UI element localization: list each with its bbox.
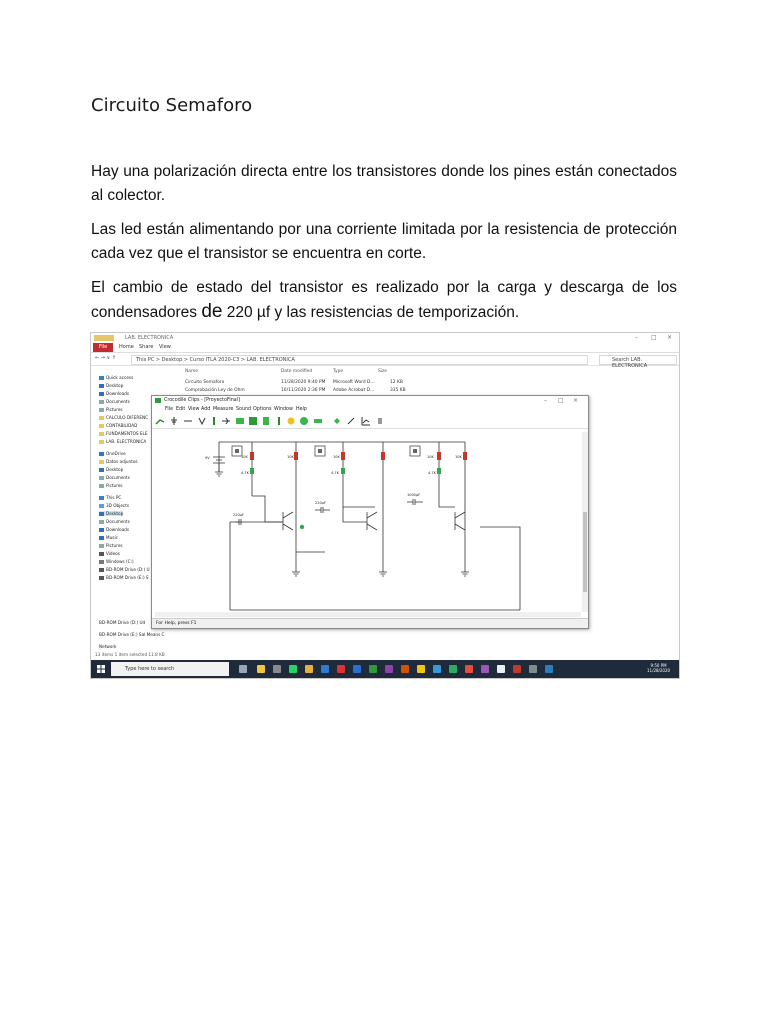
chip-icon[interactable] xyxy=(235,416,245,426)
explorer-ribbon xyxy=(91,343,679,353)
logic-icon[interactable] xyxy=(313,416,323,426)
capacitor-icon[interactable] xyxy=(209,416,219,426)
nav-item[interactable]: Downloads xyxy=(99,527,129,532)
paragraph-2: Las led están alimentando por una corriente limitada por la resistencia de protección cada vez que el transistor se encuentra en corte. xyxy=(91,221,677,262)
menu-window[interactable]: Window xyxy=(274,407,293,412)
nav-item[interactable]: Windows (C:) xyxy=(99,559,134,564)
menu-help[interactable]: Help xyxy=(296,407,307,412)
maximize-icon[interactable]: □ xyxy=(558,397,564,404)
meter-icon[interactable] xyxy=(261,416,271,426)
lamp-icon[interactable] xyxy=(286,416,296,426)
column-header-type[interactable]: Type xyxy=(333,369,344,374)
nav-item[interactable]: Documents xyxy=(99,475,130,480)
gear-icon[interactable] xyxy=(299,416,309,426)
component-toolbar xyxy=(152,414,588,429)
led-resistor-label: 4.7K xyxy=(428,471,436,475)
nav-item[interactable]: Downloads xyxy=(99,391,129,396)
app-icon[interactable] xyxy=(465,665,473,673)
explorer-status-bar: 13 items 1 item selected 11.8 KB xyxy=(95,652,165,657)
paragraph-3-text-a: El cambio de estado del transistor es realizado por la carga y descarga de los condensadores xyxy=(91,279,677,321)
visual-studio-icon[interactable] xyxy=(481,665,489,673)
app-icon[interactable] xyxy=(545,665,553,673)
switch-icon[interactable] xyxy=(274,416,284,426)
close-icon[interactable]: × xyxy=(573,397,579,404)
menu-bar xyxy=(152,405,588,414)
column-header-date[interactable]: Date modified xyxy=(281,369,313,374)
menu-add[interactable]: Add xyxy=(201,407,211,412)
menu-view[interactable]: View xyxy=(188,407,200,412)
nav-item[interactable]: Documents xyxy=(99,399,130,404)
minimize-icon[interactable]: – xyxy=(635,334,638,341)
app-icon xyxy=(155,398,161,403)
minimize-icon[interactable]: – xyxy=(544,397,547,404)
menu-edit[interactable]: Edit xyxy=(176,407,186,412)
paragraph-3 xyxy=(91,276,677,325)
horizontal-scrollbar[interactable] xyxy=(155,612,581,617)
circuit-window xyxy=(151,395,589,629)
taskbar-search-input[interactable]: Type here to search xyxy=(111,662,229,676)
vertical-scrollbar[interactable] xyxy=(582,432,588,612)
nav-item[interactable]: Desktop xyxy=(99,383,123,388)
menu-measure[interactable]: Measure xyxy=(213,407,234,412)
nav-item[interactable]: LAB. ELECTRONICA xyxy=(99,439,146,444)
word-icon[interactable] xyxy=(353,665,361,673)
nav-item[interactable]: Pictures xyxy=(99,543,123,548)
store-icon[interactable] xyxy=(273,665,281,673)
nav-item[interactable]: Desktop xyxy=(99,511,123,516)
resistor-label: 10K xyxy=(333,455,340,459)
search-input[interactable] xyxy=(599,355,677,369)
file-explorer-icon[interactable] xyxy=(257,665,265,673)
sticky-notes-icon[interactable] xyxy=(417,665,425,673)
menu-file[interactable]: File xyxy=(165,407,174,412)
resistor-icon[interactable] xyxy=(197,416,207,426)
nav-item[interactable]: BD-ROM Drive (D:) Ud xyxy=(99,620,146,625)
explorer-title: LAB. ELECTRONICA xyxy=(125,335,174,341)
graph-icon[interactable] xyxy=(361,416,371,426)
diode-icon[interactable] xyxy=(221,416,231,426)
battery-label: 9V xyxy=(205,456,210,460)
column-header-name[interactable]: Name xyxy=(185,369,198,374)
address-bar-row xyxy=(91,353,679,369)
capacitor-label: 220µF xyxy=(315,501,326,505)
nav-item[interactable]: OneDrive xyxy=(99,451,126,456)
pointer-icon[interactable] xyxy=(155,416,165,426)
column-header-size[interactable]: Size xyxy=(378,369,388,374)
menu-options[interactable]: Options xyxy=(253,407,272,412)
nav-item[interactable]: Pictures xyxy=(99,483,123,488)
led-resistor-label: 4.7K xyxy=(241,471,249,475)
nav-item[interactable]: FUNDAMENTOS ELE xyxy=(99,431,147,436)
nav-item[interactable]: This PC xyxy=(99,495,121,500)
crocodile-clips-icon[interactable] xyxy=(449,665,457,673)
wire-icon[interactable] xyxy=(183,416,193,426)
address-bar[interactable] xyxy=(131,355,588,365)
powerpoint-icon[interactable] xyxy=(401,665,409,673)
embedded-screenshot xyxy=(90,332,680,679)
nav-item[interactable]: Network xyxy=(99,644,117,649)
chrome-icon[interactable] xyxy=(305,665,313,673)
nav-item[interactable]: Desktop xyxy=(99,467,123,472)
taskbar-clock[interactable]: 9:50 PM 11/28/2020 xyxy=(647,663,671,673)
pause-icon[interactable] xyxy=(375,416,385,426)
resistor-label: 10K xyxy=(455,455,462,459)
app-icon[interactable] xyxy=(513,665,521,673)
nav-item[interactable]: Documents xyxy=(99,519,130,524)
paragraph-3-text-b: 220 µf y las resistencias de temporización. xyxy=(222,304,520,321)
paragraph-3-word-de: de xyxy=(201,301,223,322)
circuit-status-bar: For Help, press F1 xyxy=(152,618,588,628)
vscode-icon[interactable] xyxy=(321,665,329,673)
led-resistor-label: 4.7K xyxy=(331,471,339,475)
back-icon[interactable]: ← → ∨ ↑ xyxy=(95,355,116,361)
tab-file[interactable]: File xyxy=(93,343,113,352)
nav-item[interactable]: Music xyxy=(99,535,118,540)
acrobat-icon[interactable] xyxy=(337,665,345,673)
resistor-label: 10K xyxy=(427,455,434,459)
excel-icon[interactable] xyxy=(369,665,377,673)
folder-icon xyxy=(94,335,114,341)
nav-item[interactable]: 3D Objects xyxy=(99,503,129,508)
file-row[interactable]: Comprobación Ley de Ohm 10/11/2020 2:36 PM Adobe Acrobat D... 335 KB xyxy=(185,388,406,393)
nav-item[interactable]: CONTABILIDAD xyxy=(99,423,137,428)
nav-item[interactable]: CALCULO DIFERENC xyxy=(99,415,148,420)
chip-icon[interactable] xyxy=(248,416,258,426)
app-icon[interactable] xyxy=(433,665,441,673)
menu-sound[interactable]: Sound xyxy=(236,407,252,412)
whatsapp-icon[interactable] xyxy=(289,665,297,673)
paragraph-1: Hay una polarización directa entre los transistores donde los pines están conectados al colector. xyxy=(91,163,677,204)
taskview-icon[interactable] xyxy=(239,665,247,673)
component-icon[interactable] xyxy=(332,416,342,426)
app-icon[interactable] xyxy=(497,665,505,673)
nav-item[interactable]: Videos xyxy=(99,551,120,556)
circuit-window-titlebar xyxy=(152,396,588,405)
probe-icon[interactable] xyxy=(346,416,356,426)
resistor-label: 10K xyxy=(241,455,248,459)
address-path: This PC > Desktop > Curso ITLA 2020-C3 > LAB. ELECTRONICA xyxy=(136,357,295,363)
tab-share[interactable]: Share xyxy=(139,344,154,350)
tab-view[interactable]: View xyxy=(159,344,171,350)
taskbar xyxy=(91,660,679,678)
file-row[interactable]: Circuito Semaforo 11/28/2020 9:40 PM Microsoft Word D... 12 KB xyxy=(185,380,403,385)
capacitor-label: 220µF xyxy=(233,513,244,517)
circuit-window-title: Crocodile Clips - [ProyectoFinal] xyxy=(164,398,240,403)
circuit-canvas[interactable] xyxy=(155,432,580,612)
onenote-icon[interactable] xyxy=(385,665,393,673)
windows-start-icon[interactable] xyxy=(97,665,105,673)
app-icon[interactable] xyxy=(529,665,537,673)
nav-item[interactable]: BD-ROM Drive (E:) S xyxy=(99,575,149,580)
page-title: Circuito Semaforo xyxy=(91,95,253,116)
explorer-titlebar xyxy=(91,333,679,343)
close-icon[interactable]: × xyxy=(667,334,673,341)
capacitor-label: 1000µF xyxy=(407,493,421,497)
tab-home[interactable]: Home xyxy=(119,344,134,350)
nav-item[interactable]: BD-ROM Drive (E:) Sal Means C xyxy=(99,632,165,637)
battery-icon[interactable] xyxy=(169,416,179,426)
nav-item[interactable]: Quick access xyxy=(99,375,133,380)
resistor-label: 10K xyxy=(287,455,294,459)
nav-item[interactable]: BD-ROM Drive (D:) U xyxy=(99,567,150,572)
circuit-diagram xyxy=(155,432,580,612)
nav-item[interactable]: Pictures xyxy=(99,407,123,412)
search-placeholder: Search LAB. ELECTRONICA xyxy=(612,357,648,369)
maximize-icon[interactable]: □ xyxy=(651,334,657,341)
nav-item[interactable]: Datos adjuntos xyxy=(99,459,138,464)
